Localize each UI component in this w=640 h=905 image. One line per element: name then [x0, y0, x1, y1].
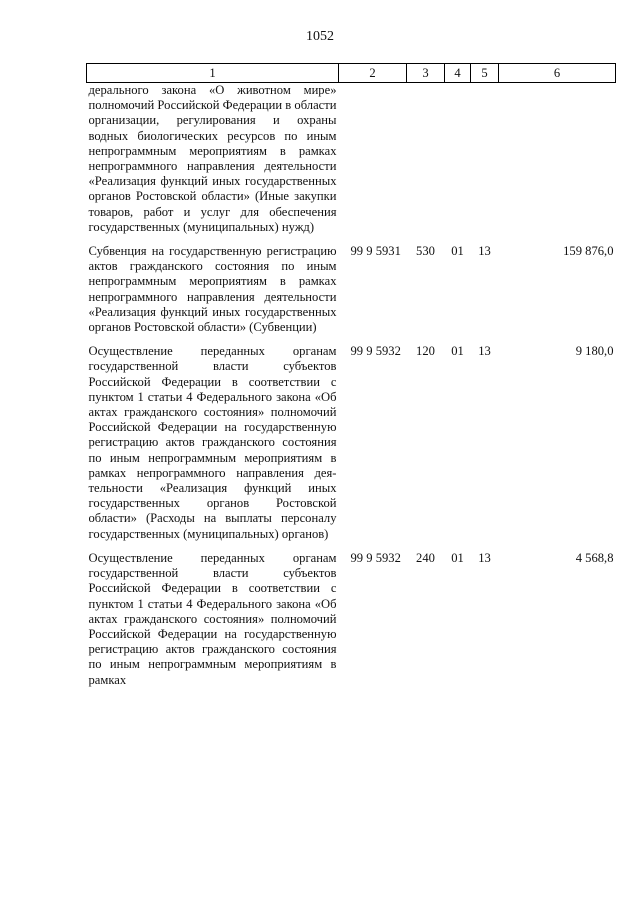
- row-code: 99 9 5932: [350, 344, 401, 359]
- budget-table: [86, 63, 616, 688]
- row-amount: 4 568,8: [575, 550, 614, 565]
- row-subsection: 13: [478, 344, 491, 359]
- header-col-vr: 3: [407, 64, 445, 83]
- row-code: 99 9 5932: [350, 550, 401, 565]
- row-code: 99 9 5931: [350, 244, 401, 259]
- row-description: дерального закона «О животном мире» полномочий Российской Федерации в области организации, регулирования и охраны водных биологических ресурсов по иным непрограммным мероприятиям в рамках непрограммного направления деятельности «Реализация функций иных государственных органов Ростовской области» (Иные закупки товаров, работ и услуг для обеспечения государственных (муниципальных) нужд): [88, 83, 337, 234]
- table-row: [87, 344, 616, 542]
- row-section: 01: [451, 550, 464, 565]
- header-col-pr: 5: [471, 64, 499, 83]
- row-amount: [499, 83, 616, 236]
- table-row: [87, 83, 616, 236]
- header-col-amount: 6: [499, 64, 616, 83]
- row-expense-type: 530: [416, 244, 435, 259]
- table-row: [87, 551, 616, 688]
- row-section: 01: [451, 344, 464, 359]
- page-number: 1052: [306, 29, 334, 44]
- row-amount: 9 180,0: [575, 344, 614, 359]
- header-col-rz: 4: [445, 64, 471, 83]
- header-row: [87, 64, 616, 83]
- row-subsection: 13: [478, 244, 491, 259]
- row-expense-type: [407, 83, 445, 236]
- row-section: 01: [451, 244, 464, 259]
- row-description: Осуществление переданных органам государственной власти субъектов Российской Федерации в соответствии с пунктом 1 статьи 4 Федерального закона «Об актах гражданского состояния» полномочий Российской Федерации на государственную регистрацию актов гражданского состояния по иным непрограммным мероприятиям в рамках: [88, 550, 337, 687]
- row-expense-type: 240: [416, 550, 435, 565]
- row-expense-type: 120: [416, 344, 435, 359]
- row-section: [445, 83, 471, 236]
- row-description: Субвенция на государственную регистрацию актов гражданского состояния по иным непрограммным мероприятиям в рамках непрограммного направления деятельности «Реализация функций иных государственных органов Ростовской области» (Субвенции): [88, 244, 337, 335]
- row-description: Осуществление переданных органам государственной власти субъектов Российской Федерации в соответствии с пунктом 1 статьи 4 Федерального закона «Об актах гражданского состояния» полномочий Российской Федерации на государственную регистрацию актов гражданского состояния по иным непрограммным мероприятиям в рамках непрограммного направления деятельности «Реализация функций иных государственных органов Ростовской области» (Расходы на выплаты персоналу государственных (муниципальных) органов): [88, 344, 337, 541]
- row-amount: 159 876,0: [563, 244, 614, 259]
- row-subsection: 13: [478, 550, 491, 565]
- row-subsection: [471, 83, 499, 236]
- row-code: [339, 83, 407, 236]
- header-col-name: 1: [87, 64, 339, 83]
- header-col-code: 2: [339, 64, 407, 83]
- table-row: [87, 244, 616, 335]
